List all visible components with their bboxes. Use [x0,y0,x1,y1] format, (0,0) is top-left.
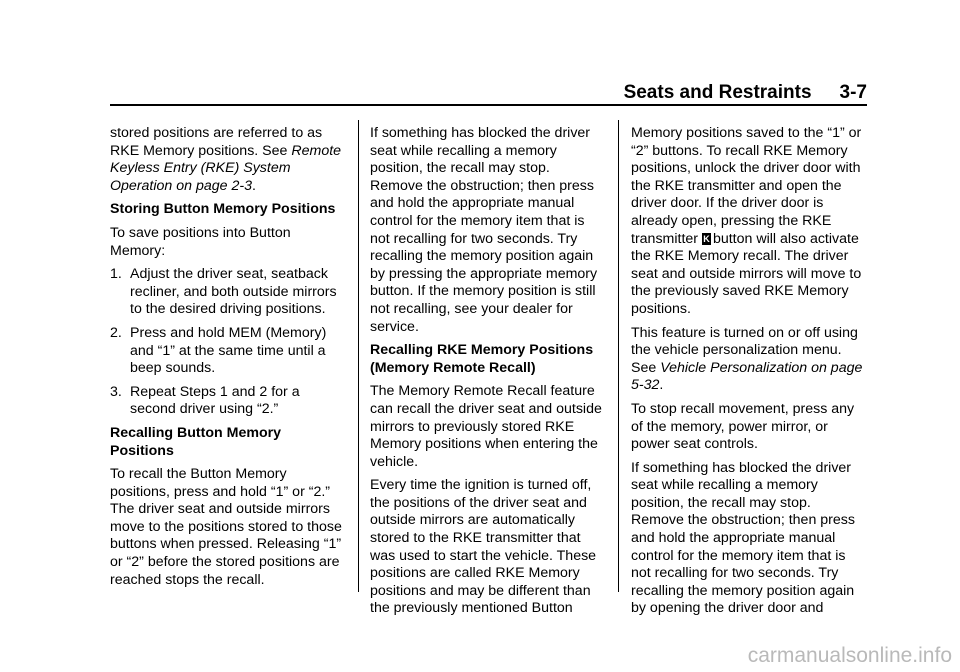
page-number: 3-7 [839,82,867,103]
subheading-rke-recall: Recalling RKE Memory Positions (Memory Remote Recall) [370,342,594,376]
text: button will also activate the RKE Memory recall. The driver seat and outside mirrors will move to the previously saved RKE Memory positions. [631,230,862,317]
text: stored positions are referred to as RKE Memory positions. See [110,125,323,159]
page-header [624,82,867,104]
paragraph: The Memory Remote Recall feature can recall the driver seat and outside mirrors to previously stored RKE Memory positions when entering the vehicle. [370,383,602,470]
paragraph: To stop recall movement, press any of the memory, power mirror, or power seat controls. [631,400,855,453]
list-item [110,325,342,378]
list-item [110,384,342,419]
text: . [659,377,664,394]
step-number: 3. [110,383,122,400]
step-number: 2. [110,324,122,341]
step-text: Press and hold MEM (Memory) and “1” at the same time until a beep sounds. [130,324,327,377]
subheading-recalling: Recalling Button Memory Positions [110,424,282,459]
step-number: 1. [110,266,122,283]
column-3 [631,125,863,624]
column-divider-2 [618,120,619,592]
paragraph [110,125,342,195]
paragraph: To save positions into Button Memory: [110,224,291,259]
unlock-key-icon: K [703,233,710,244]
paragraph: To recall the Button Memory positions, press and hold “1” or “2.” The driver seat and outside mirrors move to the positions stored to those buttons when pressed. Releasing “1” or “2” before the stored positions are reached stops the recall. [110,466,342,588]
header-rule [110,104,867,106]
watermark: carmanualsonline.info [747,644,952,667]
cross-reference-link[interactable]: Vehicle Personalization on page 5-32 [631,359,863,394]
column-1 [110,125,342,595]
text: This feature is turned on or off using the vehicle personalization menu. See [631,324,858,376]
section-title: Seats and Restraints [623,82,812,103]
column-divider-1 [358,120,359,592]
paragraph [631,125,863,319]
step-text: Adjust the driver seat, seatback recliner, and both outside mirrors to the desired driving positions. [130,266,337,318]
paragraph: If something has blocked the driver seat while recalling a memory position, the recall may stop. Remove the obstruction; then press and hold the appropriate manual control for the memory item that is not recalling for two seconds. Try recalling the memory position again by opening the driver door and [631,459,855,617]
subheading-storing: Storing Button Memory Positions [110,201,336,218]
column-2 [370,125,602,624]
text: Memory positions saved to the “1” or “2” buttons. To recall RKE Memory positions, unlock the driver door with the RKE transmitter and open the driver door. If the driver door is already open, pressing the RKE transmitter [631,125,862,247]
paragraph [631,325,863,395]
paragraph: If something has blocked the driver seat while recalling a memory position, the recall may stop. Remove the obstruction; then press and hold the appropriate manual control for the memory item that is not recalling for two seconds. Try recalling the memory position again by pressing the appropriate memory button. If the memory position is still not recalling, see your dealer for service. [370,125,598,335]
cross-reference-link[interactable]: Remote Keyless Entry (RKE) System Operation on page 2-3 [110,142,342,194]
list-item [110,266,342,319]
paragraph: Every time the ignition is turned off, the positions of the driver seat and outside mirrors are automatically stored to the RKE transmitter that was used to start the vehicle. These positions are called RKE Memory positions and may be different than the previously mentioned Button [370,477,597,617]
text: . [251,177,256,194]
step-text: Repeat Steps 1 and 2 for a second driver using “2.” [130,383,300,418]
